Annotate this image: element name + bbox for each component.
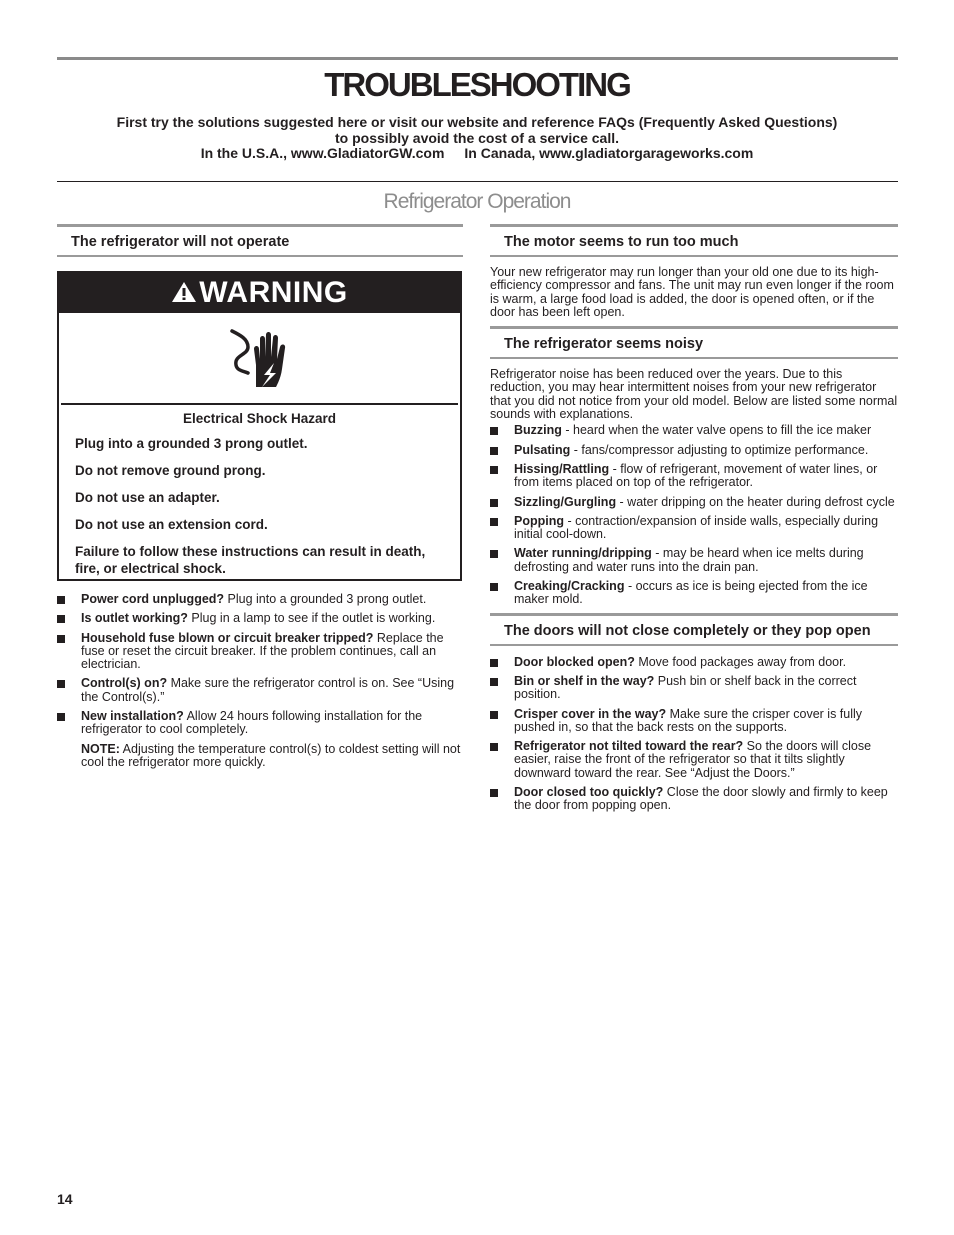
bullet-square-icon — [490, 447, 498, 455]
bullet-square-icon — [57, 596, 65, 604]
bullet-square-icon — [490, 743, 498, 751]
doors-list — [490, 656, 898, 813]
list-item: Buzzing - heard when the water valve opens to fill the ice maker — [490, 424, 898, 437]
warning-box — [57, 271, 462, 581]
page-title: TROUBLESHOOTING — [324, 66, 630, 103]
list-item: Creaking/Cracking - occurs as ice is being ejected from the ice maker mold. — [490, 580, 898, 607]
intro-line-1: First try the solutions suggested here or visit our website and reference FAQs (Frequently Asked Questions) — [116, 114, 838, 130]
heading-refrigerator-noisy: The refrigerator seems noisy — [490, 326, 898, 359]
bullet-square-icon — [57, 615, 65, 623]
list-item: Hissing/Rattling - flow of refrigerant, movement of water lines, or from items placed on top of the refrigerator. — [490, 463, 898, 490]
warning-header — [59, 273, 460, 313]
bullet-square-icon — [490, 550, 498, 558]
section-title: Refrigerator Operation — [383, 190, 571, 213]
warning-line-5: Failure to follow these instructions can result in death, fire, or electrical shock. — [75, 544, 426, 576]
bullet-square-icon — [490, 499, 498, 507]
warning-body — [59, 405, 460, 577]
us-website-text: In the U.S.A., www.GladiatorGW.com — [200, 145, 445, 161]
warning-label: WARNING — [199, 276, 348, 309]
electric-shock-hand-icon — [226, 325, 296, 395]
list-item: Water running/dripping - may be heard when ice melts during defrosting and water runs into the drain pan. — [490, 547, 898, 574]
list-item: Sizzling/Gurgling - water dripping on the heater during defrost cycle — [490, 496, 898, 509]
top-rule — [57, 57, 898, 60]
noisy-sounds-list — [490, 424, 898, 606]
bullet-square-icon — [490, 678, 498, 686]
bullet-square-icon — [490, 789, 498, 797]
bullet-square-icon — [490, 583, 498, 591]
bullet-square-icon — [57, 680, 65, 688]
intro-line-2: to possibly avoid the cost of a service call. — [335, 129, 619, 146]
bullet-square-icon — [57, 713, 65, 721]
list-item: Door blocked open? Move food packages away from door. — [490, 656, 898, 669]
bullet-square-icon — [490, 711, 498, 719]
list-item: Door closed too quickly? Close the door slowly and firmly to keep the door from popping open. — [490, 786, 898, 813]
bullet-square-icon — [490, 659, 498, 667]
electrical-shock-hazard: Electrical Shock Hazard — [182, 411, 337, 426]
motor-paragraph: Your new refrigerator may run longer than your old one due to its high-efficiency compressor and fans. The unit may run even longer if the room is warm, a large food load is added, the door is opened often, or if the door has been left open. — [490, 265, 894, 319]
list-item: Bin or shelf in the way? Push bin or shelf back in the correct position. — [490, 675, 898, 702]
left-column — [57, 224, 463, 257]
list-item: Control(s) on? Make sure the refrigerator control is on. See “Using the Control(s).” — [57, 677, 463, 704]
note-text: NOTE: Adjusting the temperature control(s) to coldest setting will not cool the refrigerator more quickly. — [81, 741, 461, 769]
warning-icon-area — [61, 313, 458, 405]
bullet-square-icon — [57, 635, 65, 643]
intro-line-3 — [0, 146, 954, 162]
list-item: Refrigerator not tilted toward the rear? So the doors will close easier, raise the front of the refrigerator so that it tilts slightly downward toward the rear. See “Adjust the Doors.” — [490, 740, 898, 780]
warning-line-3: Do not use an adapter. — [75, 490, 220, 505]
page-number: 14 — [57, 1191, 73, 1207]
warning-line-1: Plug into a grounded 3 prong outlet. — [75, 436, 308, 451]
bullet-square-icon — [490, 466, 498, 474]
list-item: Pulsating - fans/compressor adjusting to optimize performance. — [490, 444, 898, 457]
list-item: Is outlet working? Plug in a lamp to see if the outlet is working. — [57, 612, 463, 625]
heading-motor-runs-too-much: The motor seems to run too much — [490, 224, 898, 257]
list-item: Household fuse blown or circuit breaker tripped? Replace the fuse or reset the circuit breaker. If the problem continues, call an electrician. — [57, 632, 463, 672]
warning-triangle-icon — [171, 281, 197, 303]
list-item: Crisper cover in the way? Make sure the crisper cover is fully pushed in, so that the back rests on the supports. — [490, 708, 898, 735]
noisy-paragraph: Refrigerator noise has been reduced over the years. Due to this reduction, you may hear intermittent noises from your new refrigerator that you did not notice from your old model. Below are listed some normal sounds with explanations. — [490, 367, 898, 422]
list-item: Popping - contraction/expansion of inside walls, especially during initial cool-down. — [490, 515, 898, 542]
canada-website-text: In Canada, www.gladiatorgarageworks.com — [464, 145, 754, 161]
heading-doors-will-not-close: The doors will not close completely or they pop open — [490, 613, 898, 646]
section-rule — [57, 181, 898, 182]
warning-line-4: Do not use an extension cord. — [75, 517, 268, 532]
list-item: New installation? Allow 24 hours following installation for the refrigerator to cool completely. — [57, 710, 463, 737]
will-not-operate-list — [57, 593, 463, 737]
heading-will-not-operate: The refrigerator will not operate — [57, 224, 463, 257]
list-item: Power cord unplugged? Plug into a grounded 3 prong outlet. — [57, 593, 463, 606]
left-bullets-area — [57, 593, 463, 769]
bullet-square-icon — [490, 427, 498, 435]
right-column — [490, 224, 898, 819]
intro-text — [0, 115, 954, 162]
warning-line-2: Do not remove ground prong. — [75, 463, 266, 478]
bullet-square-icon — [490, 518, 498, 526]
